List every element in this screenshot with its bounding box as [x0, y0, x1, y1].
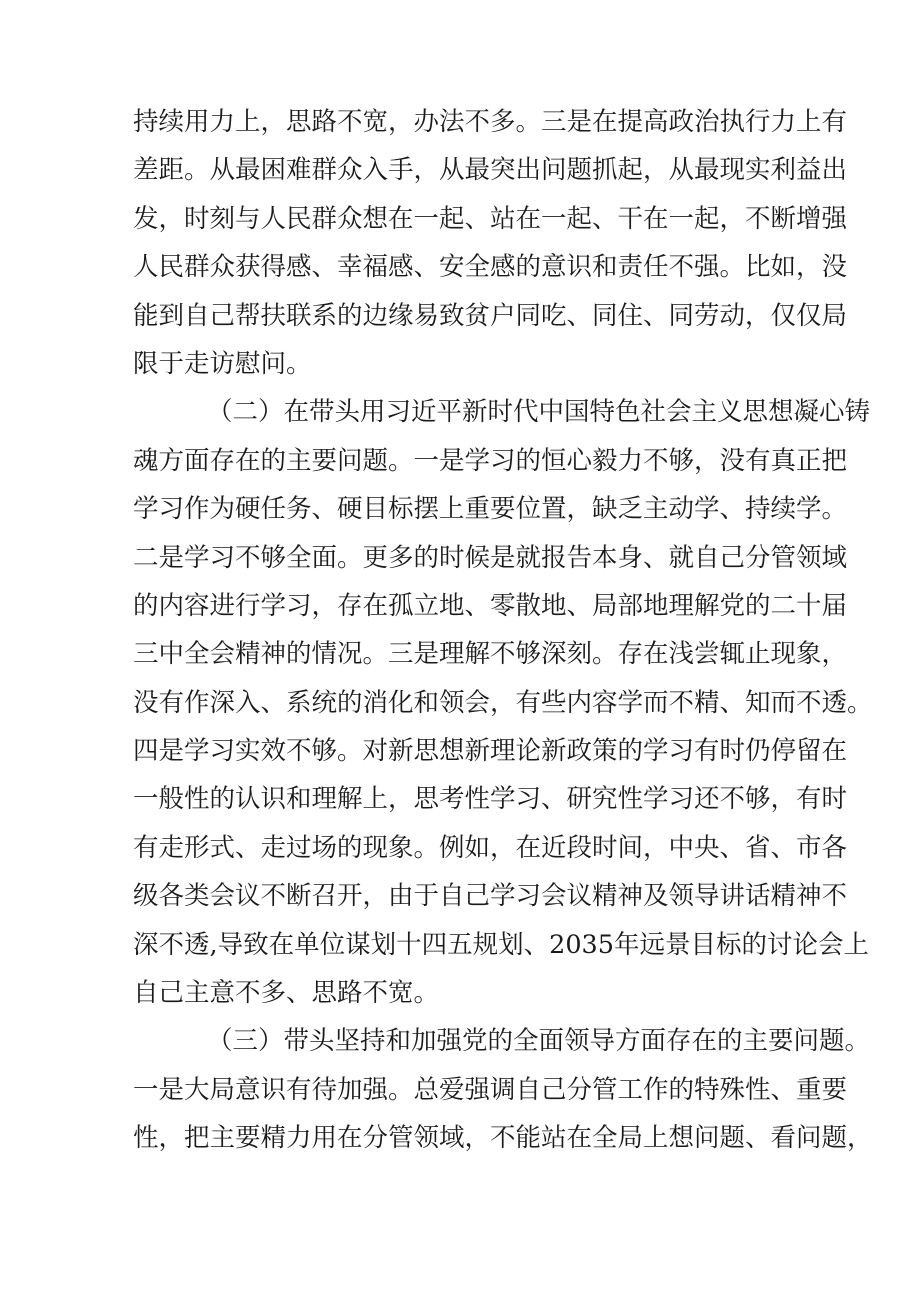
- text-line: 能到自己帮扶联系的边缘易致贫户同吃、同住、同劳动，仅仅局: [133, 300, 848, 331]
- text-line: 性，把主要精力用在分管领域，不能站在全局上想问题、看问题，: [133, 1123, 873, 1154]
- text-line: 一是大局意识有待加强。总爱强调自己分管工作的特殊性、重要: [133, 1074, 848, 1105]
- text-line: 发，时刻与人民群众想在一起、站在一起、干在一起，不断增强: [133, 203, 848, 234]
- text-line: 持续用力上，思路不宽，办法不多。三是在提高政治执行力上有: [133, 107, 848, 137]
- text-line: 二是学习不够全面。更多的时候是就报告本身、就自己分管领域: [133, 542, 848, 573]
- text-line: 级各类会议不断召开，由于自己学习会议精神及领导讲话精神不: [133, 881, 848, 912]
- text-line: 深不透,导致在单位谋划十四五规划、2035年远景目标的讨论会上: [133, 929, 870, 960]
- paragraph-1: [133, 98, 848, 388]
- text-line: 人民群众获得感、幸福感、安全感的意识和责任不强。比如，没: [133, 252, 848, 283]
- paragraph-3: [133, 1017, 873, 1162]
- text-line: 有走形式、走过场的现象。例如，在近段时间，中央、省、市各: [133, 832, 848, 863]
- text-line: （二）在带头用习近平新时代中国特色社会主义思想凝心铸: [207, 397, 871, 428]
- text-line: 三中全会精神的情况。三是理解不够深刻。存在浅尝辄止现象，: [133, 639, 848, 670]
- text-line: 差距。从最困难群众入手，从最突出问题抓起，从最现实利益出: [133, 155, 848, 186]
- text-line: 四是学习实效不够。对新思想新理论新政策的学习有时仍停留在: [133, 736, 848, 767]
- text-line: 一般性的认识和理解上，思考性学习、研究性学习还不够，有时: [133, 784, 848, 815]
- text-line: 限于走访慰问。: [133, 348, 312, 379]
- text-line: 魂方面存在的主要问题。一是学习的恒心毅力不够，没有真正把: [133, 445, 848, 476]
- text-line: 学习作为硬任务、硬目标摆上重要位置，缺乏主动学、持续学。: [133, 494, 848, 525]
- document-body: [133, 98, 873, 1163]
- text-line: （三）带头坚持和加强党的全面领导方面存在的主要问题。: [207, 1026, 871, 1057]
- paragraph-2: [133, 388, 873, 1017]
- text-line: 的内容进行学习，存在孤立地、零散地、局部地理解党的二十届: [133, 590, 848, 621]
- text-line: 自己主意不多、思路不宽。: [133, 978, 440, 1009]
- text-line: 没有作深入、系统的消化和领会，有些内容学而不精、知而不透。: [133, 687, 873, 718]
